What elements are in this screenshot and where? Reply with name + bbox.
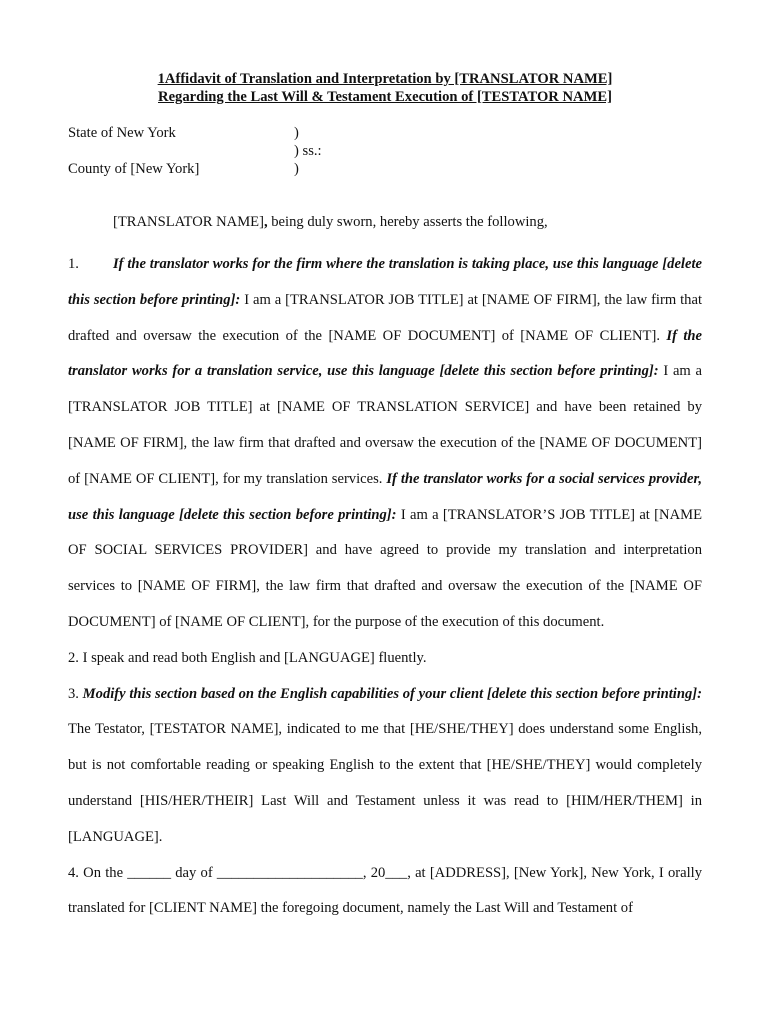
intro-comma: , [263, 214, 268, 230]
paragraph-2: 2. I speak and read both English and [LANGUAGE] fluently. [68, 649, 427, 666]
venue-paren-top: ) [294, 125, 299, 141]
paragraph-3-text: The Testator, [TESTATOR NAME], indicated to me that [HE/SHE/THEY] does understand some English, but is not comfortable reading or speaking English to the extent that [HE/SHE/THEY] would completely understand [HIS/HER/THEIR] Last Will and Testament unless it was read to [HIM/HER/THEM] in [LANGUAGE]. [68, 721, 702, 845]
paragraph-1-instruction-service: If the translator works for a translation service, use this language [delete this section before printing]: [68, 327, 702, 380]
document-title-line-2: Regarding the Last Will & Testament Execution of [TESTATOR NAME] [158, 89, 612, 105]
document-title-line-1: 1Affidavit of Translation and Interpretation by [TRANSLATOR NAME] [157, 71, 613, 87]
paragraph-3-number: 3. [68, 685, 83, 702]
affidavit-body [68, 247, 702, 927]
paragraph-3 [68, 677, 702, 856]
venue-state: State of New York [68, 125, 176, 141]
paragraph-3-instruction: Modify this section based on the English capabilities of your client [delete this section before printing]: [82, 685, 702, 702]
venue-county: County of [New York] [68, 161, 200, 177]
intro-text: being duly sworn, hereby asserts the following, [267, 214, 548, 230]
intro-translator-name: [TRANSLATOR NAME] [113, 214, 264, 230]
paragraph-1-number: 1. [68, 256, 79, 272]
paragraph-4: 4. On the ______ day of ____________________, 20___, at [ADDRESS], [New York], New York, I orally translated for [CLIENT NAME] the foregoing document, namely the Last Will and Testament of [68, 864, 702, 917]
paragraph-1-instruction-social: If the translator works for a social services provider, use this language [delete this section before printing]: [68, 470, 702, 523]
paragraph-1-text-service: I am a [TRANSLATOR JOB TITLE] at [NAME OF TRANSLATION SERVICE] and have been retained by [NAME OF FIRM], the law firm that drafted and oversaw the execution of the [NAME OF DOCUMENT] of [NAME OF CLIENT], for my translation services. [68, 363, 702, 487]
paragraph-1-instruction-firm: If the translator works for the firm where the translation is taking place, use this language [delete this section before printing]: [68, 256, 702, 308]
intro-sentence [113, 213, 548, 231]
paragraph-1-text-social: I am a [TRANSLATOR’S JOB TITLE] at [NAME OF SOCIAL SERVICES PROVIDER] and have agreed to provide my translation and interpretation services to [NAME OF FIRM], the law firm that drafted and oversaw the execution of the [NAME OF DOCUMENT] of [NAME OF CLIENT], for the purpose of the execution of this document. [68, 506, 703, 630]
paragraph-1 [68, 247, 702, 641]
paragraph-1-text-firm: I am a [TRANSLATOR JOB TITLE] at [NAME OF FIRM], the law firm that drafted and oversaw the execution of the [NAME OF DOCUMENT] of [NAME OF CLIENT]. [68, 291, 703, 344]
venue-paren-bottom: ) [294, 161, 299, 177]
venue-ss: ) ss.: [294, 143, 322, 159]
